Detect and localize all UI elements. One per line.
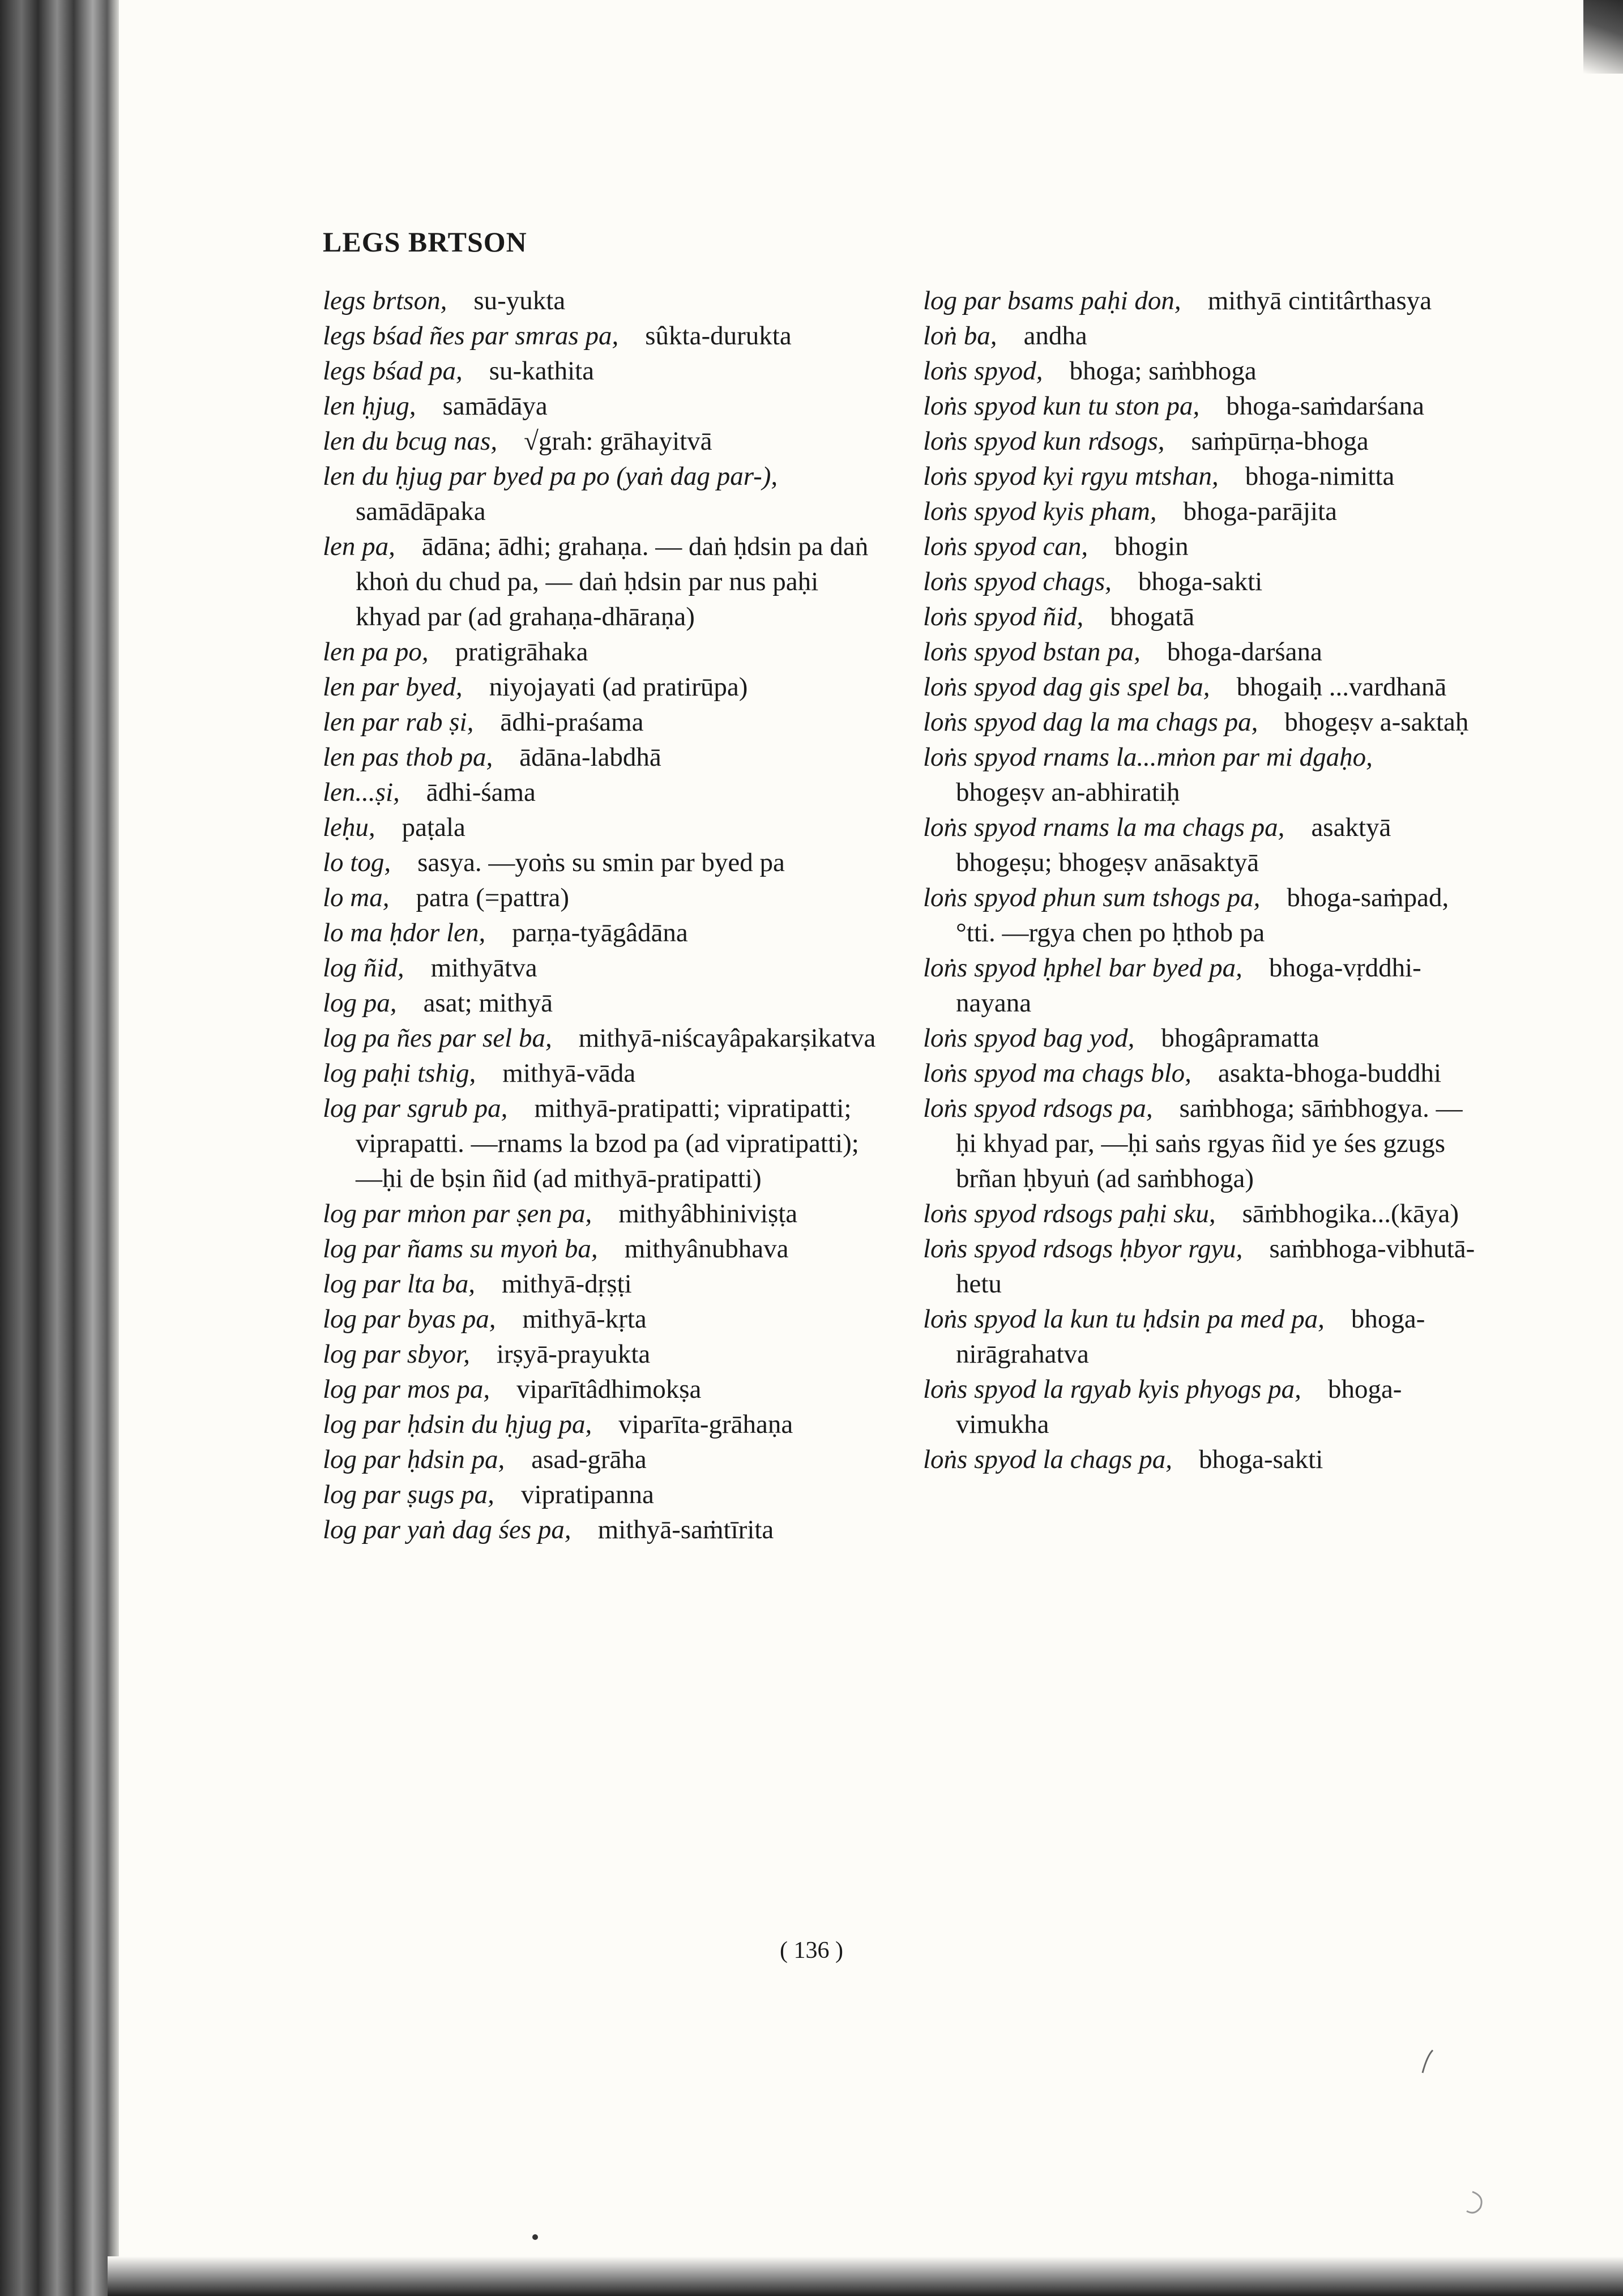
sanskrit-gloss: sāṁbhogika...(kāya) [1242,1199,1459,1228]
sanskrit-gloss: paṭala [402,813,465,842]
tibetan-term: legs bśad ñes par smras pa, [323,321,619,351]
tibetan-term: log ñid, [323,953,404,983]
tibetan-term: loṅs spyod dag gis spel ba, [923,672,1210,702]
tibetan-term: log par ḥdsin du ḥjug pa, [323,1410,592,1439]
tibetan-term: len ḥjug, [323,391,416,421]
tibetan-term: loṅs spyod rdsogs ḥbyor rgyu, [923,1234,1243,1264]
sanskrit-gloss: mithyânubhava [624,1234,789,1264]
tibetan-term: log par sbyor, [323,1339,470,1369]
tibetan-term: len...ṣi, [323,778,400,807]
tibetan-term: len du bcug nas, [323,426,498,456]
tibetan-term: log par mṅon par ṣen pa, [323,1199,592,1228]
sanskrit-gloss: pratigrāhaka [455,637,588,667]
sanskrit-gloss: bhogin [1114,532,1189,561]
sanskrit-gloss: bhoga-sakti [1138,567,1263,596]
sanskrit-gloss: bhoga-vimukha [956,1375,1402,1439]
sanskrit-gloss: asad-grāha [531,1445,647,1474]
sanskrit-gloss: saṁbhoga-vibhutā-hetu [956,1234,1475,1299]
tibetan-term: lo tog, [323,848,391,877]
sanskrit-gloss: mithyā-niścayâpakarṣikatva [578,1023,876,1053]
sanskrit-gloss: bhogeṣv an-abhiratiḥ [956,778,1180,807]
tibetan-term: log par yaṅ dag śes pa, [323,1515,571,1544]
sanskrit-gloss: asakta-bhoga-buddhi [1218,1059,1442,1088]
tibetan-term: loṅs spyod bag yod, [923,1023,1135,1053]
tibetan-term: log pa, [323,988,397,1018]
sanskrit-gloss: irṣyā-prayukta [496,1339,651,1369]
sanskrit-gloss: ādhi-śama [426,778,536,807]
tibetan-term: log paḥi tshig, [323,1059,476,1088]
tibetan-term: loṅs spyod dag la ma chags pa, [923,707,1258,737]
tibetan-term: lo ma, [323,883,390,912]
tibetan-term: len pa po, [323,637,429,667]
sanskrit-gloss: bhoga-vṛddhi-nayana [956,953,1421,1018]
sanskrit-gloss: saṁbhoga; sāṁbhogya. —ḥi khyad par, —ḥi saṅs rgyas ñid ye śes gzugs brñan ḥbyuṅ (ad saṁbhoga) [956,1094,1463,1193]
tibetan-term: loṅs spyod bstan pa, [923,637,1141,667]
tibetan-term: log par ñams su myoṅ ba, [323,1234,598,1264]
sanskrit-gloss: mithyā-pratipatti; vipratipatti; viprapatti. —rnams la bzod pa (ad vipratipatti); —ḥi de bṣin ñid (ad mithyā-pratipatti) [356,1094,859,1193]
sanskrit-gloss: mithyâbhiniviṣṭa [618,1199,798,1228]
sanskrit-gloss: bhoga-saṁpad, °tti. —rgya chen po ḥthob pa [956,883,1449,948]
tibetan-term: loṅs spyod, [923,356,1043,386]
tibetan-term: len par rab ṣi, [323,707,474,737]
sanskrit-gloss: mithyā-dṛṣṭi [501,1269,632,1299]
sanskrit-gloss: bhoga; saṁbhoga [1069,356,1257,386]
sanskrit-gloss: ādhi-praśama [500,707,644,737]
tibetan-term: log par mos pa, [323,1375,490,1404]
sanskrit-gloss: mithyā-vāda [502,1059,636,1088]
tibetan-term: loṅs spyod la rgyab kyis phyogs pa, [923,1375,1301,1404]
tibetan-term: loṅs spyod ñid, [923,602,1084,631]
page-number: ( 136 ) [780,1937,843,1964]
tibetan-term: loṅs spyod la kun tu ḥdsin pa med pa, [923,1304,1325,1334]
sanskrit-gloss: bhoga-nimitta [1245,462,1395,491]
tibetan-term: loṅs spyod la chags pa, [923,1445,1172,1474]
sanskrit-gloss: patra (=pattra) [416,883,569,912]
sanskrit-gloss: √grah: grāhayitvā [524,426,712,456]
sanskrit-gloss: sasya. —yoṅs su smin par byed pa [417,848,785,877]
tibetan-term: log par byas pa, [323,1304,496,1334]
tibetan-term: loṅs spyod chags, [923,567,1112,596]
tibetan-term: len par byed, [323,672,463,702]
sanskrit-gloss: su-yukta [473,286,566,315]
tibetan-term: legs brtson, [323,286,447,315]
tibetan-term: log par ṣugs pa, [323,1480,494,1509]
sanskrit-gloss: bhoga-darśana [1167,637,1322,667]
sanskrit-gloss: mithyā-saṁtīrita [597,1515,774,1544]
sanskrit-gloss: bhoga-parājita [1183,497,1337,526]
tibetan-term: log par ḥdsin pa, [323,1445,505,1474]
tibetan-term: loṅs spyod kun rdsogs, [923,426,1165,456]
tibetan-term: legs bśad pa, [323,356,463,386]
sanskrit-gloss: asaktyā bhogeṣu; bhogeṣv anāsaktyā [956,813,1391,877]
sanskrit-gloss: niyojayati (ad pratirūpa) [489,672,748,702]
sanskrit-gloss: vipratipanna [520,1480,654,1509]
tibetan-term: loṅs spyod can, [923,532,1088,561]
sanskrit-gloss: mithyātva [430,953,537,983]
sanskrit-gloss: su-kathita [489,356,595,386]
tibetan-term: loṅs spyod kyis pham, [923,497,1157,526]
sanskrit-gloss: bhoga-saṁdarśana [1226,391,1425,421]
sanskrit-gloss: mithyā-kṛta [522,1304,647,1334]
sanskrit-gloss: bhoga-nirāgrahatva [956,1304,1425,1369]
sanskrit-gloss: bhogatā [1110,602,1195,631]
tibetan-term: loṅs spyod rnams la...mṅon par mi dgaḥo, [923,742,1373,772]
tibetan-term: len pas thob pa, [323,742,493,772]
tibetan-term: log par sgrub pa, [323,1094,508,1123]
sanskrit-gloss: sûkta-durukta [645,321,792,351]
sanskrit-gloss: parṇa-tyāgâdāna [512,918,688,948]
tibetan-term: len pa, [323,532,395,561]
tibetan-term: log par bsams paḥi don, [923,286,1181,315]
sanskrit-gloss: bhoga-sakti [1198,1445,1323,1474]
tibetan-term: log pa ñes par sel ba, [323,1023,552,1053]
sanskrit-gloss: bhogâpramatta [1161,1023,1319,1053]
sanskrit-gloss: ādāna; ādhi; grahaṇa. — daṅ ḥdsin pa daṅ khoṅ du chud pa, — daṅ ḥdsin par nus paḥi khyad par (ad grahaṇa-dhāraṇa) [356,532,869,631]
tibetan-term: loṅs spyod rdsogs paḥi sku, [923,1199,1216,1228]
tibetan-term: len du ḥjug par byed pa po (yaṅ dag par-), [323,462,778,491]
tibetan-term: leḥu, [323,813,375,842]
sanskrit-gloss: bhogeṣv a-saktaḥ [1284,707,1469,737]
tibetan-term: log par lta ba, [323,1269,475,1299]
sanskrit-gloss: mithyā cintitârthasya [1207,286,1432,315]
tibetan-term: loṅs spyod ḥphel bar byed pa, [923,953,1242,983]
sanskrit-gloss: viparītâdhimokṣa [516,1375,702,1404]
tibetan-term: loṅs spyod kyi rgyu mtshan, [923,462,1219,491]
sanskrit-gloss: saṁpūrṇa-bhoga [1191,426,1369,456]
tibetan-term: loṅs spyod rdsogs pa, [923,1094,1153,1123]
sanskrit-gloss: samādāya [442,391,548,421]
tibetan-term: loṅs spyod kun tu ston pa, [923,391,1200,421]
sanskrit-gloss: samādāpaka [356,497,486,526]
sanskrit-gloss: viparīta-grāhaṇa [618,1410,793,1439]
sanskrit-gloss: asat; mithyā [423,988,553,1018]
tibetan-term: loṅs spyod ma chags blo, [923,1059,1191,1088]
sanskrit-gloss: bhogaiḥ ...vardhanā [1236,672,1447,702]
tibetan-term: lo ma ḥdor len, [323,918,486,948]
tibetan-term: loṅs spyod rnams la ma chags pa, [923,813,1285,842]
sanskrit-gloss: andha [1023,321,1087,351]
tibetan-term: loṅ ba, [923,321,997,351]
sanskrit-gloss: ādāna-labdhā [519,742,661,772]
tibetan-term: loṅs spyod phun sum tshogs pa, [923,883,1261,912]
running-header: LEGS BRTSON [323,226,527,258]
